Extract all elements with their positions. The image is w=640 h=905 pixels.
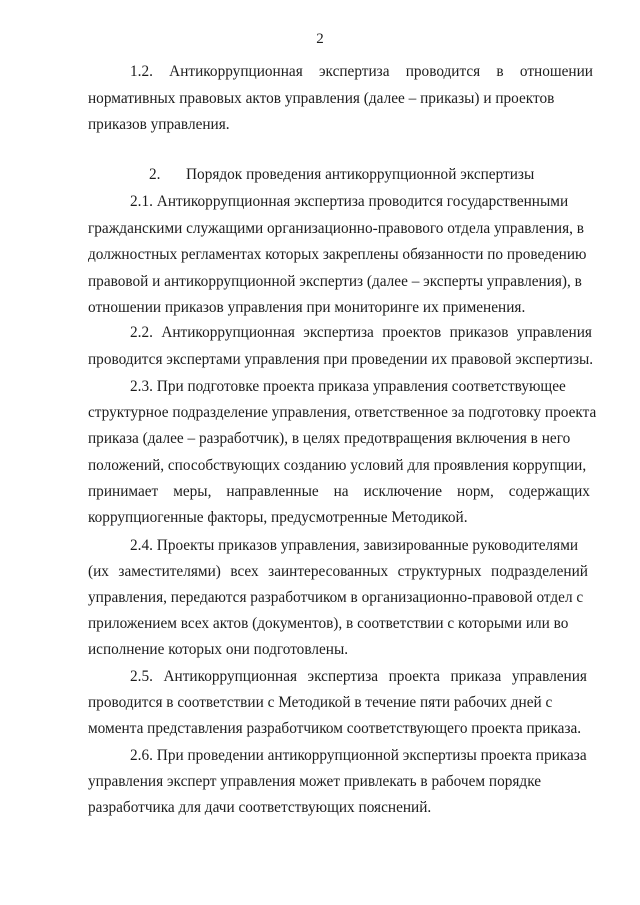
p2-5-line-3: момента представления разработчиком соответствующего проекта приказа. [88,720,582,737]
word: (их [88,563,109,580]
word: всех [230,563,259,580]
word: отношении [519,63,593,80]
p2-3-line-5 [88,482,590,502]
section-title: Порядок проведения антикоррупционной экспертизы [186,166,535,183]
section-number: 2. [149,166,161,183]
word: содержащих [508,483,590,500]
p2-5-line-2: проводится в соответствии с Методикой в течение пяти рабочих дней с [88,694,553,711]
p1-2-line-2: нормативных правовых актов управления (далее – приказы) и проектов [88,90,555,107]
word: проекта [388,668,440,685]
word: подразделений [491,563,588,580]
word: заместителями) [118,563,221,580]
p2-6-line-1: 2.6. При проведении антикоррупционной экспертизы проекта приказа [130,747,587,764]
p2-3-line-1: 2.3. При подготовке проекта приказа управления соответствующее [130,378,566,395]
p2-1-line-5: отношении приказов управления при мониторинге их применения. [88,299,526,316]
p2-1-line-1: 2.1. Антикоррупционная экспертиза проводится государственными [130,193,569,210]
word: на [333,483,349,500]
word: Антикоррупционная [161,324,295,341]
p2-1-line-4: правовой и антикоррупционной экспертиз (далее – эксперты управления), в [88,273,582,290]
word: исключение [363,483,443,500]
word: принимает [88,483,159,500]
word: экспертиза [318,63,390,80]
paragraph-number: 2.2. [130,324,153,341]
p2-4-line-4: приложением всех актов (документов), в соответствии с которыми или во [88,615,569,632]
page-number: 2 [316,31,324,47]
word: управления [516,324,592,341]
p2-6-line-2: управления эксперт управления может привлекать в рабочем порядке [88,773,542,790]
p2-3-line-3: приказа (далее – разработчик), в целях предотвращения включения в него [88,430,571,447]
p2-4-line-2 [88,562,588,582]
p2-2-line-2: проводится экспертами управления при проведении их правовой экспертизы. [88,351,594,368]
word: норм, [457,483,494,500]
p1-2-line-1 [130,62,593,82]
p2-5-line-1 [130,667,587,687]
p2-4-line-1: 2.4. Проекты приказов управления, завизированные руководителями [130,537,579,554]
p2-3-line-4: положений, способствующих созданию условий для проявления коррупции, [88,457,587,474]
p2-1-line-3: должностных регламентах которых закреплены обязанности по проведению [88,246,587,263]
word: управления [511,668,587,685]
p2-3-line-6: коррупциогенные факторы, предусмотренные Методикой. [88,509,468,526]
word: проектов [382,324,442,341]
paragraph-number: 2.5. [130,668,153,685]
word: экспертиза [303,324,374,341]
word: заинтересованных [268,563,389,580]
p2-2-line-1 [130,323,592,343]
p2-6-line-3: разработчика для дачи соответствующих пояснений. [88,799,432,816]
p2-4-line-5: исполнение которых они подготовлены. [88,641,349,658]
p2-4-line-3: управления, передаются разработчиком в организационно-правовой отдел с [88,589,584,606]
word: Антикоррупционная [169,63,303,80]
word: Антикоррупционная [163,668,298,685]
word: структурных [397,563,482,580]
word: направленные [226,483,319,500]
p1-2-line-3: приказов управления. [88,116,230,133]
word: в [496,63,504,80]
word: проводится [405,63,481,80]
word: меры, [173,483,212,500]
p2-1-line-2: гражданскими служащими организационно-правового отдела управления, в [88,220,584,237]
paragraph-number: 1.2. [130,63,153,80]
word: экспертиза [307,668,379,685]
word: приказа [450,668,502,685]
word: приказов [449,324,509,341]
p2-3-line-2: структурное подразделение управления, ответственное за подготовку проекта [88,404,597,421]
